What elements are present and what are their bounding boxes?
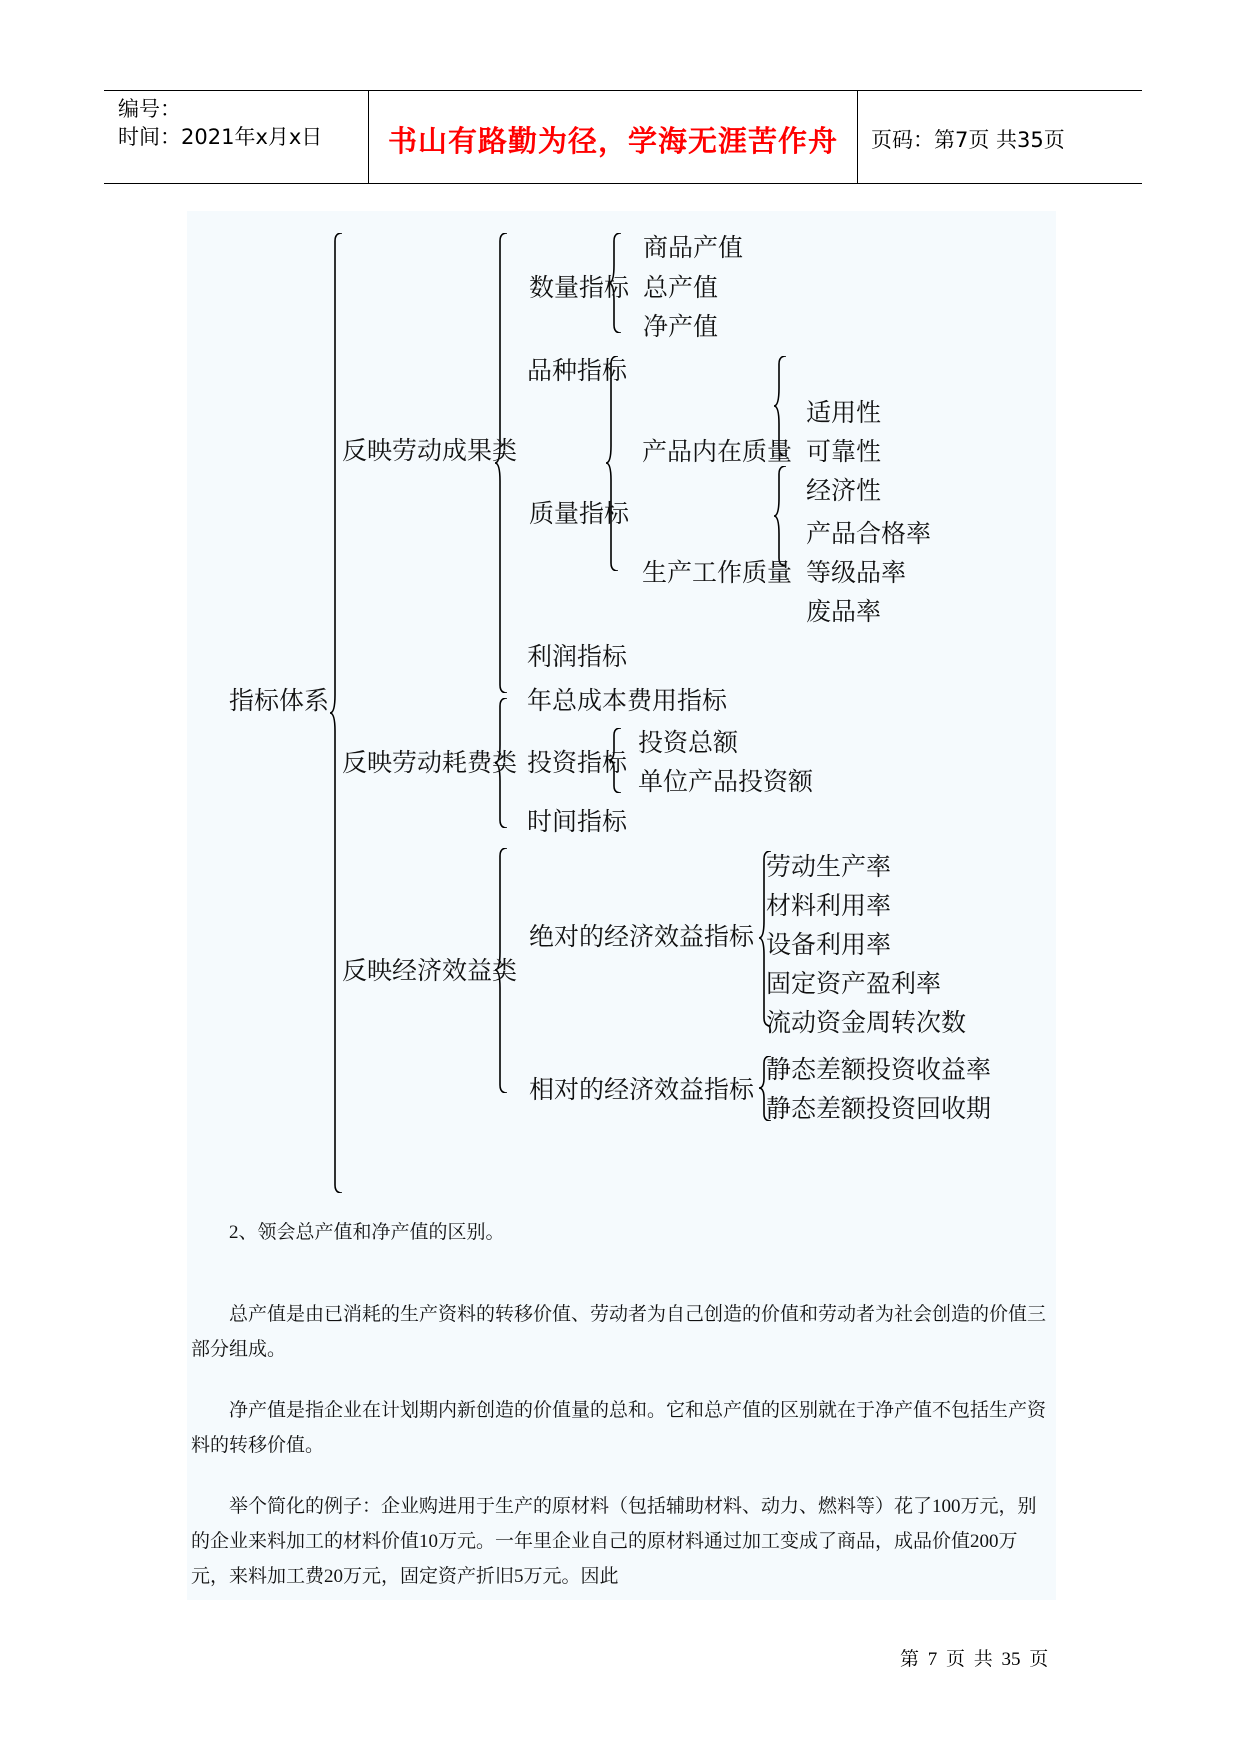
brace-root <box>330 233 344 1193</box>
category-labor-consumption: 反映劳动耗费类 <box>342 748 518 777</box>
annual-cost-indicator: 年总成本费用指标 <box>527 686 728 715</box>
document-time-label: 时间：2021年x月x日 <box>118 125 323 149</box>
quantity-item: 总产值 <box>643 273 719 302</box>
category-economic-benefit: 反映经济效益类 <box>342 956 518 985</box>
tree-root: 指标体系 <box>229 686 330 715</box>
absolute-benefit-indicator: 绝对的经济效益指标 <box>529 922 755 951</box>
content-panel <box>187 211 1056 1600</box>
inner-quality-item: 可靠性 <box>806 437 882 466</box>
absolute-benefit-item: 劳动生产率 <box>766 852 892 881</box>
paragraph-heading: 2、领会总产值和净产值的区别。 <box>229 1222 505 1243</box>
variety-indicator: 品种指标 <box>527 356 628 385</box>
header-motto: 书山有路勤为径，学海无涯苦作舟 <box>387 124 838 158</box>
page-header <box>104 90 1142 184</box>
profit-indicator: 利润指标 <box>527 642 628 671</box>
relative-benefit-item: 静态差额投资收益率 <box>766 1055 992 1084</box>
work-quality: 生产工作质量 <box>642 558 793 587</box>
paragraph: 举个简化的例子：企业购进用于生产的原材料（包括辅助材料、动力、燃料等）花了100万元，别的企业来料加工的材料价值10万元。一年里企业自己的原材料通过加工变成了商品，成品价值200万元，来料加工费20万元，固定资产折旧5万元。因此 <box>191 1496 1037 1587</box>
indicator-tree-diagram <box>187 211 1056 1181</box>
category-labor-results: 反映劳动成果类 <box>342 436 518 465</box>
inner-quality-item: 经济性 <box>806 476 882 505</box>
relative-benefit-indicator: 相对的经济效益指标 <box>529 1075 755 1104</box>
header-motto-cell <box>369 91 858 183</box>
header-page-info: 页码：第7页 共35页 <box>871 128 1065 152</box>
work-quality-item: 产品合格率 <box>806 519 932 548</box>
paragraph: 总产值是由已消耗的生产资料的转移价值、劳动者为自己创造的价值和劳动者为社会创造的价值三部分组成。 <box>191 1304 1047 1360</box>
work-quality-item: 等级品率 <box>806 558 907 587</box>
absolute-benefit-item: 材料利用率 <box>766 891 892 920</box>
quantity-indicator: 数量指标 <box>529 273 630 302</box>
absolute-benefit-item: 固定资产盈利率 <box>766 969 942 998</box>
investment-indicator: 投资指标 <box>527 748 628 777</box>
page-footer: 第 7 页 共 35 页 <box>900 1649 1049 1670</box>
absolute-benefit-item: 流动资金周转次数 <box>766 1008 967 1037</box>
document-number-label: 编号： <box>118 97 181 121</box>
work-quality-item: 废品率 <box>806 597 882 626</box>
absolute-benefit-item: 设备利用率 <box>766 930 892 959</box>
investment-item: 单位产品投资额 <box>638 767 814 796</box>
quantity-item: 净产值 <box>643 312 719 341</box>
time-indicator: 时间指标 <box>527 807 628 836</box>
header-page-cell <box>859 91 1142 183</box>
quantity-item: 商品产值 <box>643 233 744 262</box>
header-left-cell <box>104 91 369 183</box>
paragraph: 净产值是指企业在计划期内新创造的价值量的总和。它和总产值的区别就在于净产值不包括生产资料的转移价值。 <box>191 1400 1047 1456</box>
investment-item: 投资总额 <box>638 728 739 757</box>
brace-work-quality <box>774 466 788 566</box>
inner-quality: 产品内在质量 <box>642 437 793 466</box>
quality-indicator: 质量指标 <box>529 499 630 528</box>
relative-benefit-item: 静态差额投资回收期 <box>766 1094 992 1123</box>
brace-quality <box>606 356 620 571</box>
inner-quality-item: 适用性 <box>806 398 882 427</box>
